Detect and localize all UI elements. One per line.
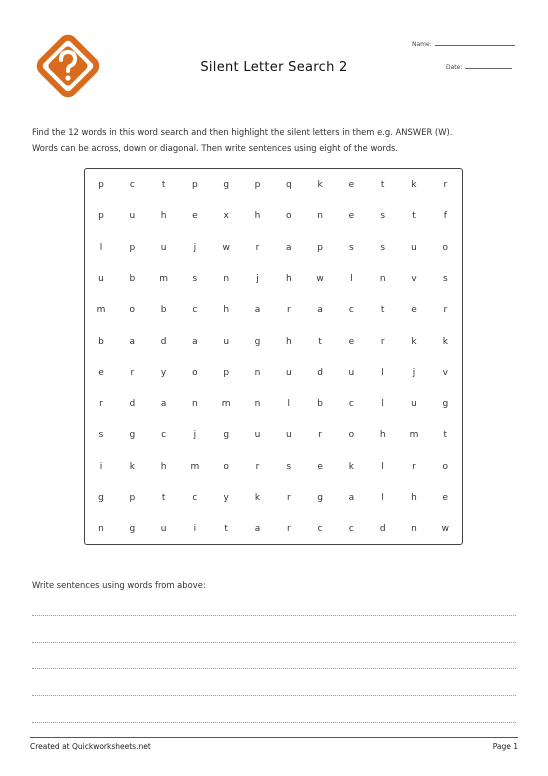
grid-letter[interactable]: e (411, 305, 417, 316)
grid-letter[interactable]: y (160, 367, 167, 378)
grid-letter[interactable]: a (254, 305, 261, 316)
grid-letter[interactable]: g (98, 493, 104, 503)
grid-letter[interactable]: k (411, 180, 417, 190)
grid-letter[interactable]: d (317, 367, 323, 378)
grid-letter[interactable]: e (348, 336, 355, 347)
grid-letter[interactable]: u (160, 242, 167, 253)
grid-letter[interactable]: l (381, 367, 384, 378)
grid-letter[interactable]: g (223, 430, 230, 441)
grid-letter[interactable]: s (349, 242, 354, 253)
grid-letter[interactable]: l (381, 399, 384, 410)
grid-letter[interactable]: p (129, 493, 136, 503)
name-underline (435, 40, 515, 46)
grid-letter[interactable]: l (381, 493, 384, 503)
grid-letter[interactable]: r (286, 305, 291, 316)
grid-letter[interactable]: r (286, 493, 291, 503)
instructions (32, 124, 522, 156)
grid-letter[interactable]: l (287, 399, 291, 410)
grid-letter[interactable]: n (254, 367, 261, 378)
word-search-grid (84, 168, 463, 545)
grid-letter[interactable]: u (348, 367, 355, 378)
grid-letter[interactable]: n (223, 273, 230, 284)
date-label: Date: (446, 64, 463, 71)
grid-letter[interactable]: h (254, 211, 261, 222)
grid-letter[interactable]: x (223, 211, 229, 222)
grid-letter[interactable]: n (98, 524, 104, 535)
grid-letter[interactable]: g (223, 180, 230, 190)
grid-letter[interactable]: e (348, 180, 355, 190)
grid-letter[interactable]: m (221, 399, 231, 410)
page-title: Silent Letter Search 2 (200, 60, 348, 75)
grid-letter[interactable]: c (348, 524, 354, 535)
grid-letter[interactable]: b (129, 273, 136, 284)
grid-letter[interactable]: k (317, 180, 323, 190)
grid-letter[interactable]: c (348, 399, 354, 410)
grid-letter[interactable]: l (99, 242, 103, 253)
footer-credit: Created at Quickworksheets.net (30, 742, 151, 751)
grid-letter[interactable]: t (224, 524, 228, 535)
grid-letter[interactable]: k (254, 493, 261, 503)
grid-letter[interactable]: v (442, 367, 448, 378)
grid-letter[interactable]: n (192, 399, 198, 410)
instructions-line-1: Find the 12 words in this word search and then highlight the silent letters in them e.g. ANSWER (W). (32, 127, 453, 137)
grid-letter[interactable]: n (254, 399, 261, 410)
grid-letter[interactable]: r (255, 461, 260, 472)
grid-letter[interactable]: g (442, 399, 449, 410)
grid-letter[interactable]: a (286, 242, 292, 253)
grid-letter[interactable]: d (379, 524, 386, 535)
grid-letter[interactable]: t (161, 493, 166, 503)
grid-letter[interactable]: r (443, 180, 448, 190)
grid-letter[interactable]: u (411, 242, 417, 253)
date-underline (465, 63, 512, 69)
grid-letter[interactable]: q (285, 180, 292, 190)
grid-letter[interactable]: s (380, 242, 386, 253)
grid-letter[interactable]: n (317, 211, 323, 222)
grid-letter[interactable]: u (411, 399, 417, 410)
grid-letter[interactable]: t (380, 180, 385, 190)
grid-letter[interactable]: w (222, 242, 230, 253)
grid-letter[interactable]: j (256, 273, 259, 284)
grid-letter[interactable]: a (192, 336, 198, 347)
grid-letter[interactable]: t (161, 180, 166, 190)
grid-letter[interactable]: i (99, 461, 103, 472)
grid-letter[interactable]: r (255, 242, 260, 253)
grid-letter[interactable]: k (442, 336, 448, 347)
grid-letter[interactable]: g (129, 524, 136, 535)
grid-letter[interactable]: a (129, 336, 136, 347)
grid-letter[interactable]: t (412, 211, 416, 222)
grid-letter[interactable]: r (443, 305, 448, 316)
grid-letter[interactable]: o (348, 430, 355, 441)
grid-letter[interactable]: s (442, 273, 448, 284)
grid-letter[interactable]: o (192, 367, 198, 378)
grid-letter[interactable]: d (129, 399, 136, 410)
writing-line[interactable] (32, 722, 516, 723)
grid-letter[interactable]: n (411, 524, 417, 535)
grid-letter[interactable]: b (160, 305, 167, 316)
grid-letter[interactable]: h (223, 305, 230, 316)
grid-letter[interactable]: t (443, 430, 448, 441)
grid-letter[interactable]: k (411, 336, 417, 347)
grid-letter[interactable]: j (193, 242, 197, 253)
grid-letter[interactable]: e (98, 367, 104, 378)
grid-letter[interactable]: m (96, 305, 106, 316)
grid-letter[interactable]: g (129, 430, 136, 441)
grid-letter[interactable]: p (98, 180, 104, 190)
grid-letter[interactable]: e (317, 461, 323, 472)
grid-letter[interactable]: p (98, 211, 104, 222)
grid-letter[interactable]: w (316, 273, 324, 284)
footer-divider (30, 737, 518, 738)
grid-letter[interactable]: g (254, 336, 261, 347)
grid-letter[interactable]: r (412, 461, 416, 472)
grid-letter[interactable]: c (129, 180, 135, 190)
grid-letter[interactable]: c (317, 524, 323, 535)
grid-letter[interactable]: r (318, 430, 322, 441)
grid-letter[interactable]: f (443, 211, 447, 222)
grid-letter[interactable]: m (409, 430, 419, 441)
grid-letter[interactable]: y (223, 493, 229, 503)
grid-letter[interactable]: b (317, 399, 323, 410)
grid-letter[interactable]: u (129, 211, 136, 222)
grid-letter[interactable]: t (318, 336, 322, 347)
grid-letter[interactable]: u (285, 367, 292, 378)
grid-letter[interactable]: r (130, 367, 135, 378)
grid-letter[interactable]: g (317, 493, 323, 503)
grid-letter[interactable]: u (254, 430, 261, 441)
grid-letter[interactable]: r (286, 524, 291, 535)
grid-letter[interactable]: h (160, 211, 167, 222)
grid-letter[interactable]: v (411, 273, 417, 284)
instructions-line-2: Words can be across, down or diagonal. Then write sentences using eight of the words. (32, 143, 399, 153)
grid-letter[interactable]: c (161, 430, 167, 441)
writing-line[interactable] (32, 695, 516, 696)
grid-letter[interactable]: p (317, 242, 323, 253)
grid-letter[interactable]: r (380, 336, 385, 347)
grid-letter[interactable]: h (411, 493, 417, 503)
grid-letter[interactable]: o (286, 211, 292, 222)
grid-letter[interactable]: e (442, 493, 449, 503)
grid-letter[interactable]: l (350, 273, 353, 284)
writing-line[interactable] (32, 668, 516, 669)
grid-letter[interactable]: k (129, 461, 135, 472)
grid-letter[interactable]: u (160, 524, 167, 535)
grid-letter[interactable]: d (160, 336, 167, 347)
grid-letter[interactable]: a (254, 524, 261, 535)
grid-letter[interactable]: p (223, 367, 230, 378)
grid-letter[interactable]: u (285, 430, 292, 441)
grid-letter[interactable]: o (442, 242, 449, 253)
grid-letter[interactable]: s (98, 430, 104, 441)
grid-letter[interactable]: c (192, 305, 198, 316)
grid-letter[interactable]: m (190, 461, 200, 472)
grid-letter[interactable]: k (348, 461, 354, 472)
grid-letter[interactable]: u (223, 336, 230, 347)
sentences-label: Write sentences using words from above: (32, 580, 206, 590)
grid-letter[interactable]: p (192, 180, 198, 190)
grid-letter[interactable]: p (129, 242, 136, 253)
grid-letter[interactable]: a (317, 305, 323, 316)
grid-letter[interactable]: c (348, 305, 354, 316)
grid-letter[interactable]: m (159, 273, 168, 284)
writing-line[interactable] (32, 615, 516, 616)
grid-letter[interactable]: j (193, 430, 197, 441)
grid-letter[interactable]: j (412, 367, 416, 378)
grid-letter[interactable]: t (380, 305, 385, 316)
name-field[interactable] (412, 40, 515, 48)
grid-letter[interactable]: i (193, 524, 197, 535)
grid-letter[interactable]: r (99, 399, 103, 410)
page-number: Page 1 (492, 742, 518, 751)
grid-letter[interactable]: a (348, 493, 355, 503)
grid-letter[interactable]: p (254, 180, 261, 190)
name-label: Name: (412, 41, 432, 48)
grid-letter[interactable]: e (348, 211, 355, 222)
grid-letter[interactable]: a (160, 399, 167, 410)
grid-letter[interactable]: b (98, 336, 104, 347)
grid-letter[interactable]: o (129, 305, 136, 316)
grid-letter[interactable]: o (223, 461, 229, 472)
grid-letter[interactable]: h (285, 336, 292, 347)
grid-letter[interactable]: u (98, 273, 104, 284)
grid-letter[interactable]: h (285, 273, 292, 284)
grid-letter[interactable]: l (381, 461, 384, 472)
grid-letter[interactable]: s (286, 461, 292, 472)
grid-letter[interactable]: s (380, 211, 386, 222)
grid-letter[interactable]: h (379, 430, 386, 441)
grid-letter[interactable]: s (192, 273, 198, 284)
grid-letter[interactable]: n (379, 273, 386, 284)
date-field[interactable] (446, 63, 512, 71)
grid-letter[interactable]: w (441, 524, 449, 535)
grid-letter[interactable]: h (160, 461, 167, 472)
grid-letter[interactable]: e (192, 211, 198, 222)
writing-line[interactable] (32, 642, 516, 643)
grid-letter[interactable]: c (192, 493, 198, 503)
grid-letter[interactable]: o (442, 461, 449, 472)
